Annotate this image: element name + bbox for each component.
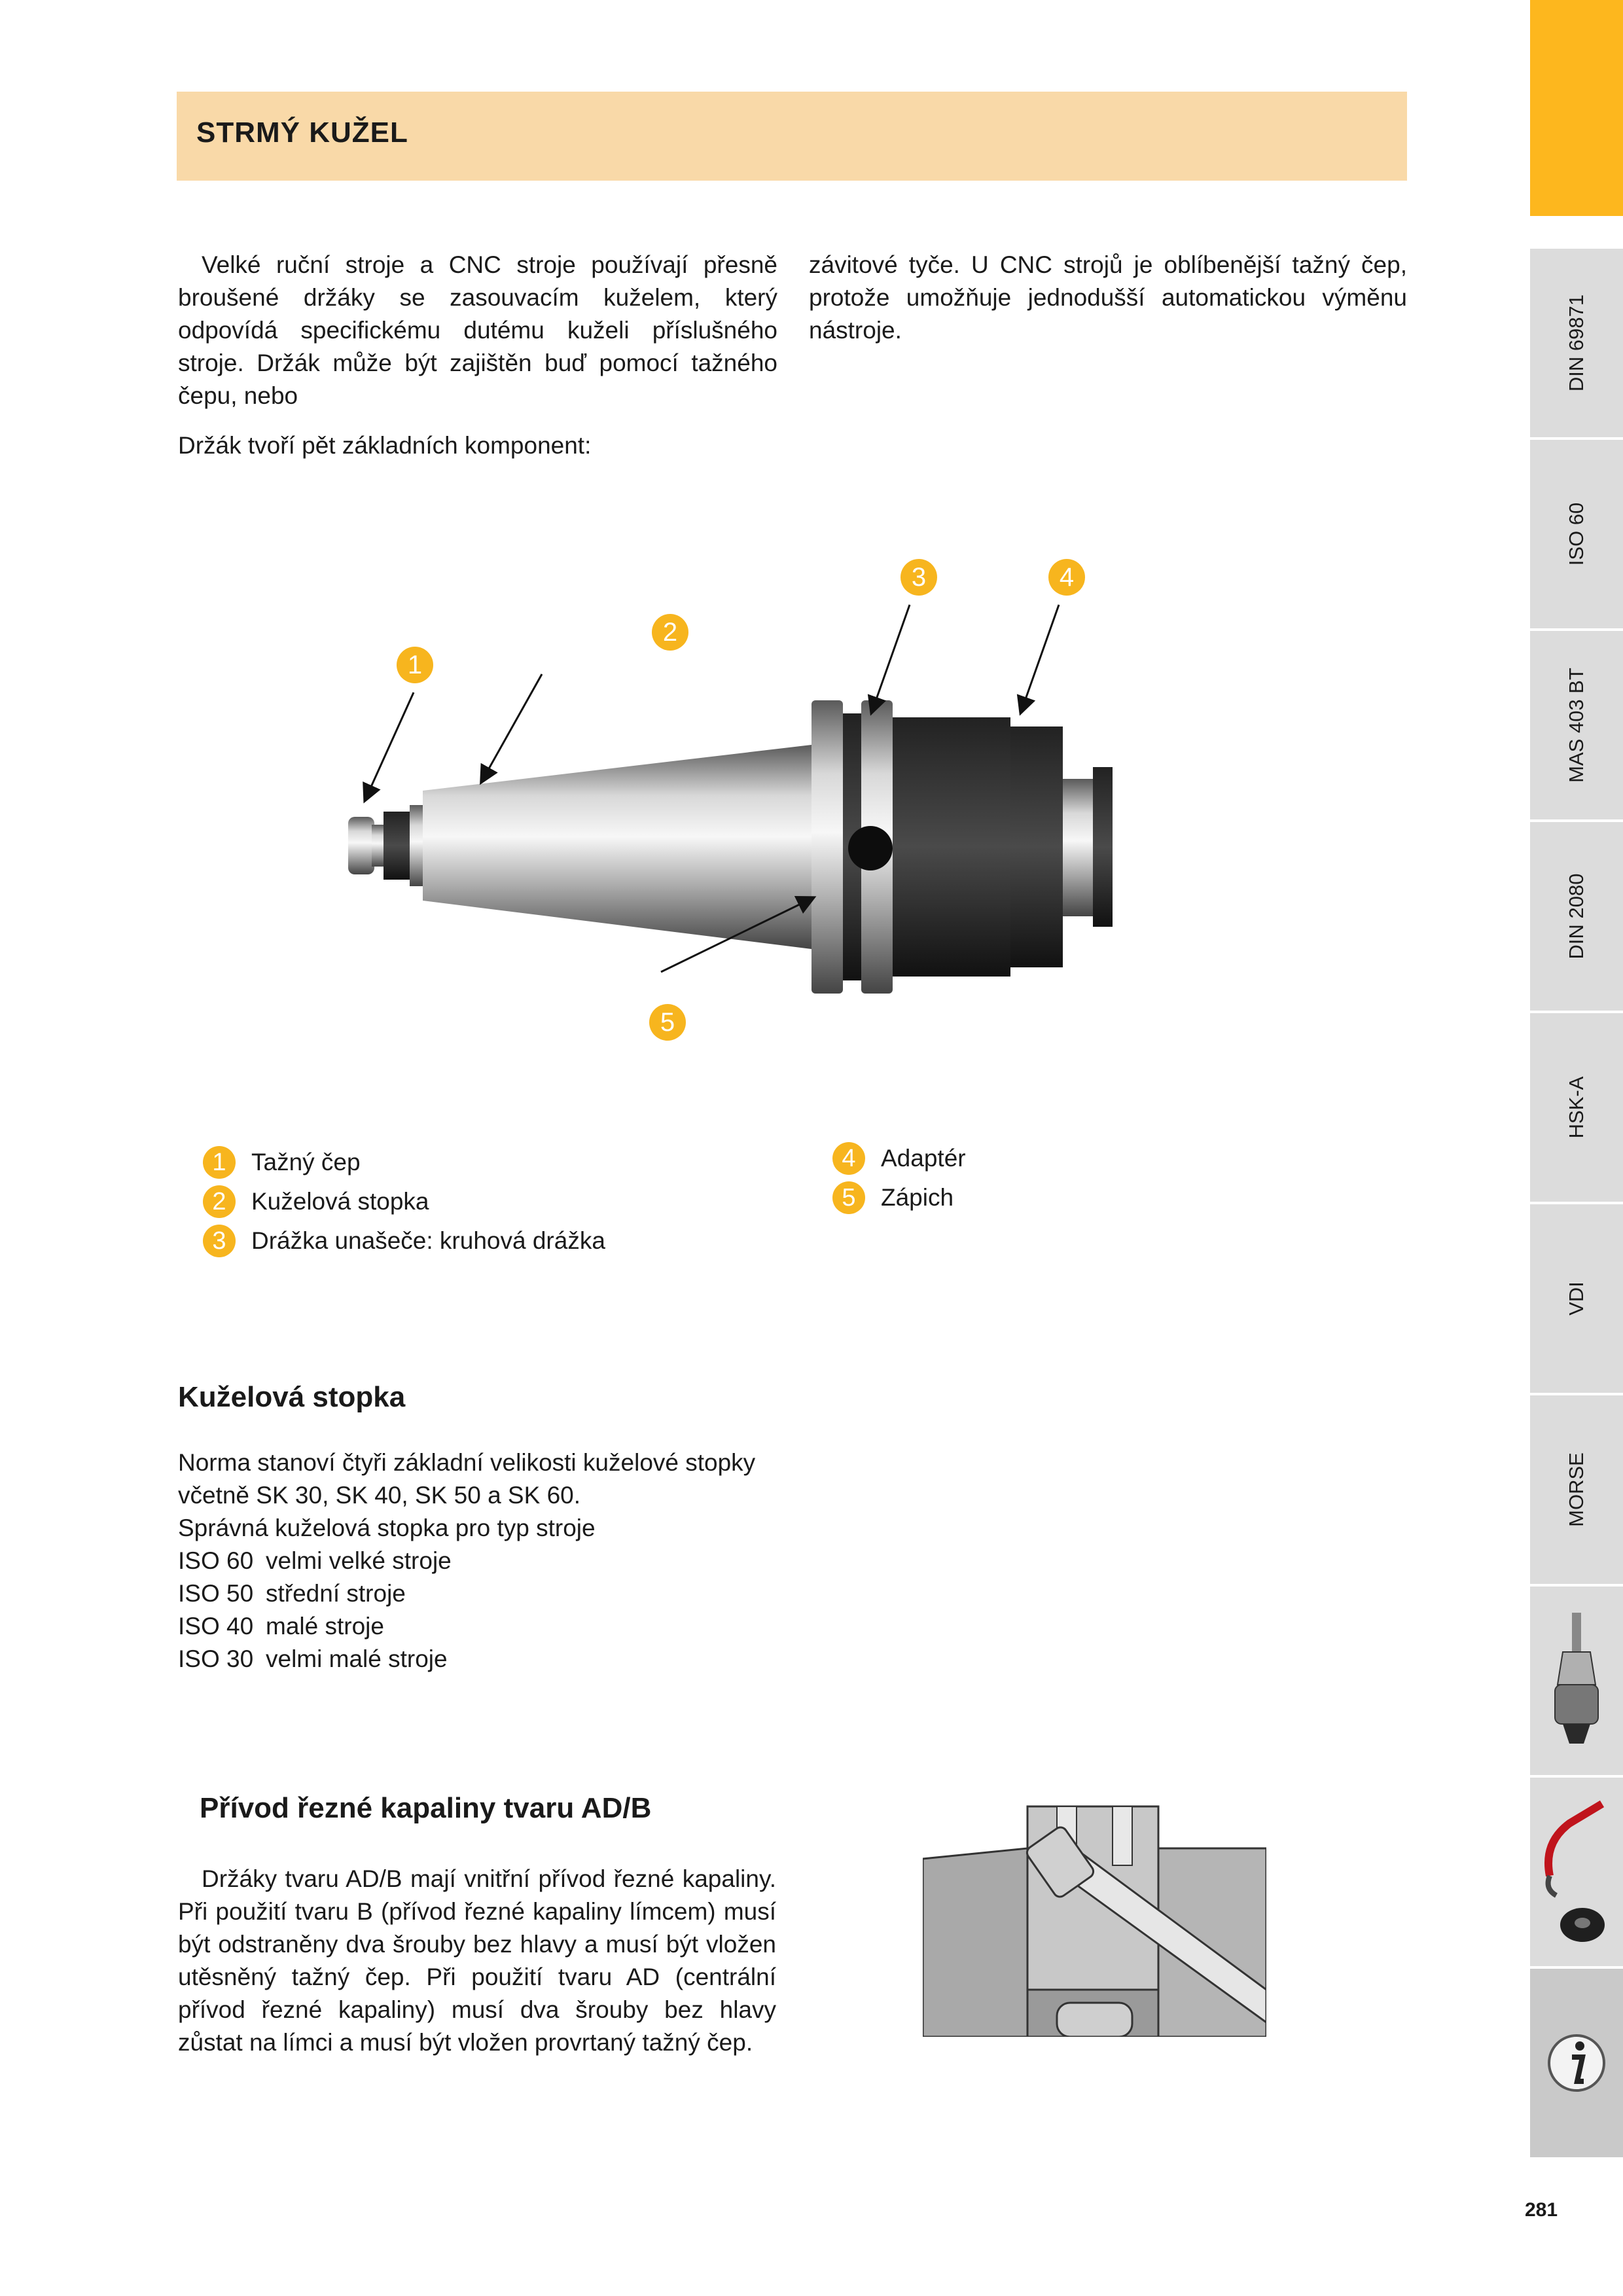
iso-code: ISO 40 (178, 1613, 254, 1640)
legend-item (203, 1221, 605, 1261)
tab-vdi[interactable] (1530, 1202, 1623, 1393)
title-bar (177, 92, 1407, 181)
tab-label: VDI (1565, 1282, 1588, 1316)
intro-text-right (809, 249, 1407, 347)
text-line: včetně SK 30, SK 40, SK 50 a SK 60. (178, 1482, 580, 1509)
iso-row (178, 1577, 755, 1610)
tab-drill-chuck[interactable] (1530, 1584, 1623, 1775)
coolant-paragraph: Držáky tvaru AD/B mají vnitřní přívod řezné kapaliny. Při použití tvaru B (přívod řezné kapaliny límcem) musí být odstraněny dva šrouby bez hlavy a musí být vložen utěsněný tažný čep. Při použití tvaru AD (centrální přívod řezné kapaliny) musí dva šrouby bez hlavy zůstat na límci a musí být vložen provrtaný tažný čep. (178, 1865, 776, 2056)
iso-row (178, 1610, 755, 1643)
iso-desc: střední stroje (266, 1580, 406, 1607)
diagram-badge-3: 3 (901, 559, 937, 596)
iso-code: ISO 60 (178, 1547, 254, 1574)
legend-right (832, 1139, 966, 1217)
legend-label: Adaptér (881, 1145, 966, 1172)
tab-iso-60[interactable] (1530, 437, 1623, 628)
legend-badge: 1 (203, 1146, 236, 1179)
diagram-badge-4: 4 (1048, 559, 1085, 596)
legend-left (203, 1143, 605, 1261)
legend-badge: 5 (832, 1181, 865, 1214)
tab-mas-403-bt[interactable] (1530, 628, 1623, 819)
tool-holder-illustration (327, 537, 1113, 1060)
iso-code: ISO 50 (178, 1580, 254, 1607)
legend-badge: 4 (832, 1142, 865, 1175)
legend-item (203, 1182, 605, 1221)
page-title: STRMÝ KUŽEL (196, 117, 408, 149)
tab-hsk-a[interactable] (1530, 1011, 1623, 1202)
legend-label: Zápich (881, 1184, 954, 1211)
iso-desc: velmi velké stroje (266, 1547, 452, 1574)
tab-label: HSK-A (1565, 1076, 1588, 1139)
tab-din-2080[interactable] (1530, 819, 1623, 1011)
section-heading-coolant: Přívod řezné kapaliny tvaru AD/B (200, 1792, 652, 1824)
tab-info[interactable] (1530, 1966, 1623, 2157)
iso-desc: velmi malé stroje (266, 1645, 448, 1672)
page-number: 281 (1525, 2199, 1558, 2221)
intro-paragraph-right: závitové tyče. U CNC strojů je oblíbenější tažný čep, protože umožňuje jednodušší automatickou výměnu nástroje. (809, 251, 1407, 344)
tool-holder-diagram (327, 537, 1113, 1060)
tab-label: MAS 403 BT (1565, 668, 1588, 783)
tab-label: ISO 60 (1565, 502, 1588, 566)
section-heading-taper-shank: Kuželová stopka (178, 1381, 406, 1413)
sidebar-accent-block (1530, 0, 1623, 216)
intro-paragraph-left: Velké ruční stroje a CNC stroje používají přesně broušené držáky se zasouvacím kuželem, který odpovídá specifickému dutému kuželi příslušného stroje. Držák může být zajištěn buď pomocí tažného čepu, nebo (178, 251, 777, 409)
text-line: Správná kuželová stopka pro typ stroje (178, 1515, 596, 1541)
coolant-cross-section-illustration (923, 1793, 1266, 2037)
legend-label: Tažný čep (251, 1149, 361, 1175)
iso-row (178, 1545, 755, 1577)
tab-label: DIN 69871 (1565, 294, 1588, 392)
legend-item (832, 1139, 966, 1178)
iso-code: ISO 30 (178, 1645, 254, 1672)
tab-label: MORSE (1565, 1452, 1588, 1527)
tab-morse[interactable] (1530, 1393, 1623, 1584)
tab-label: DIN 2080 (1565, 873, 1588, 960)
info-icon (1530, 1969, 1623, 2157)
taper-shank-text (178, 1446, 755, 1676)
iso-row (178, 1643, 755, 1676)
tab-din-69871[interactable] (1530, 246, 1623, 437)
legend-item (203, 1143, 605, 1182)
spanner-nut-icon (1530, 1778, 1623, 1966)
drill-chuck-icon (1530, 1587, 1623, 1775)
iso-desc: malé stroje (266, 1613, 384, 1640)
legend-item (832, 1178, 966, 1217)
tab-spanner-nut[interactable] (1530, 1775, 1623, 1966)
diagram-badge-2: 2 (652, 614, 688, 651)
components-label: Držák tvoří pět základních komponent: (178, 432, 592, 459)
diagram-badge-1: 1 (397, 647, 433, 683)
intro-text-left (178, 249, 777, 412)
coolant-text (178, 1863, 776, 2059)
diagram-badge-5: 5 (649, 1004, 686, 1041)
legend-label: Kuželová stopka (251, 1188, 429, 1215)
legend-badge: 2 (203, 1185, 236, 1218)
text-line: Norma stanoví čtyři základní velikosti kuželové stopky (178, 1449, 756, 1476)
legend-label: Drážka unašeče: kruhová drážka (251, 1227, 605, 1254)
legend-badge: 3 (203, 1225, 236, 1257)
